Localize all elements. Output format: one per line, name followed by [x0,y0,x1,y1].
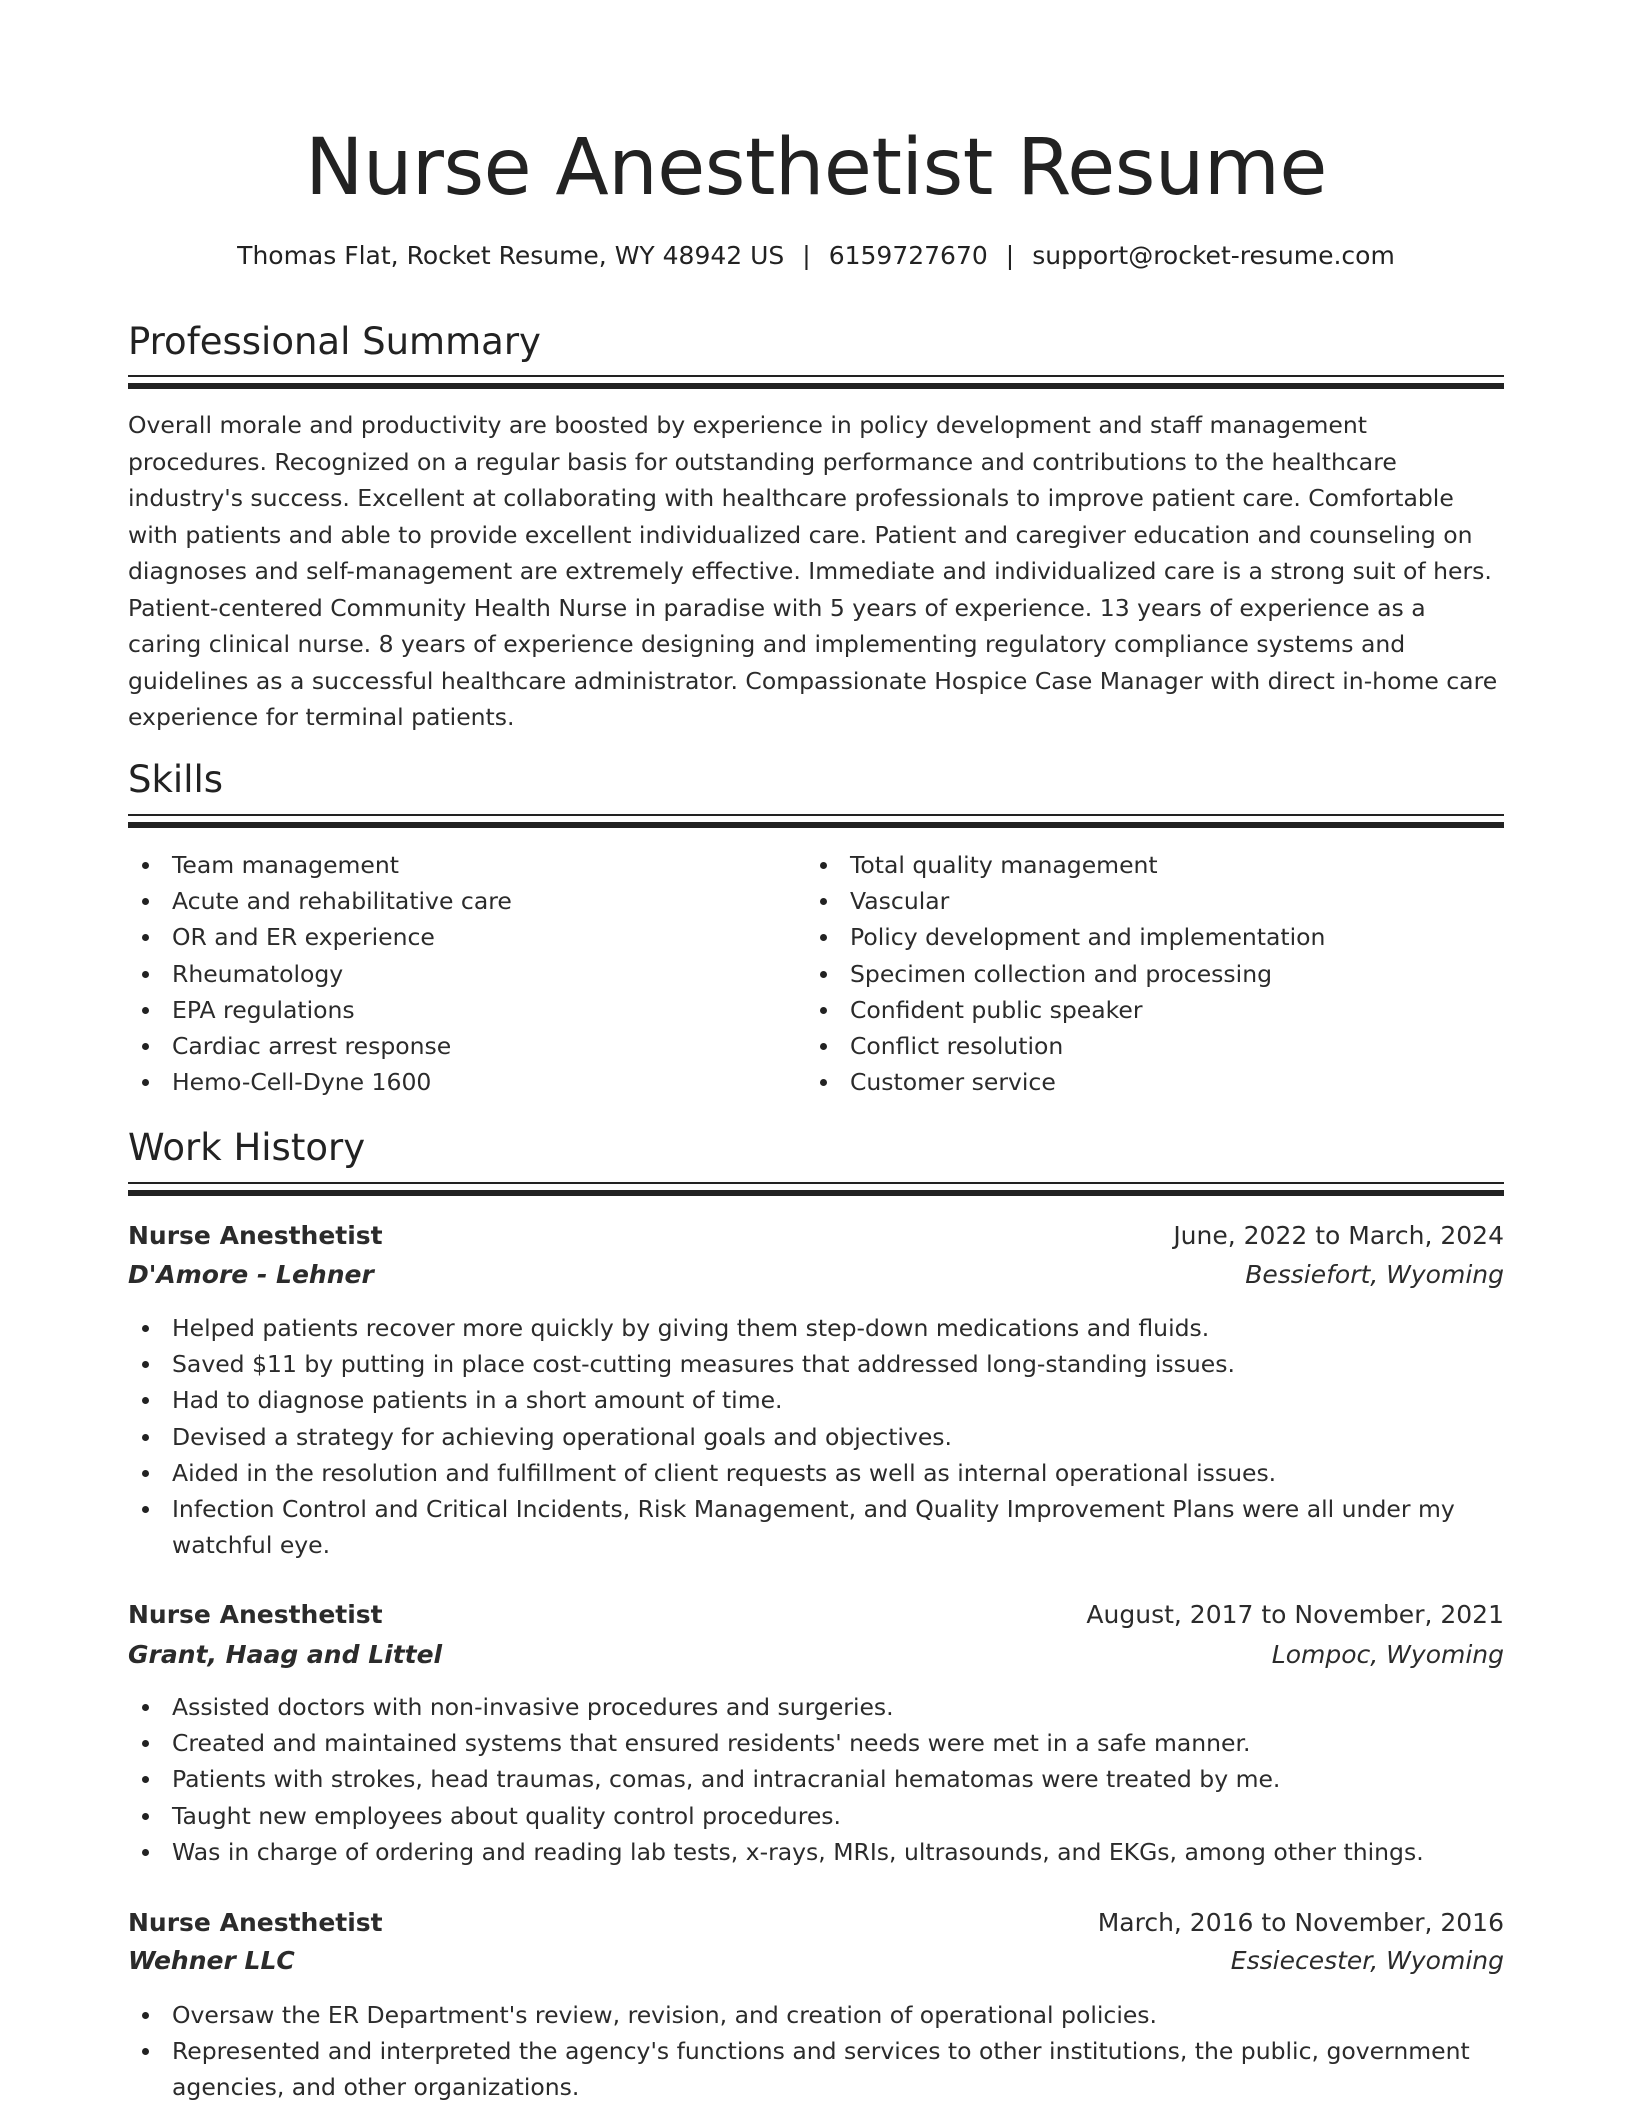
skill-item: Hemo-Cell-Dyne 1600 [128,1064,788,1100]
job-header [128,1596,1504,1634]
job-bullet-list [128,1689,1504,1870]
job-company: D'Amore - Lehner [128,1260,374,1289]
job-dates: March, 2016 to November, 2016 [1097,1908,1504,1937]
job-bullet: Devised a strategy for achieving operational goals and objectives. [128,1419,1504,1455]
job-bullet: Infection Control and Critical Incidents, Risk Management, and Quality Improvement Plans were all under my watchful eye. [128,1491,1504,1563]
job-location: Bessiefort, Wyoming [1245,1260,1504,1289]
job-company: Grant, Haag and Littel [128,1640,443,1669]
skill-item: Conflict resolution [806,1028,1466,1064]
contact-separator: | [802,241,811,270]
section-divider [128,375,1504,389]
skills-heading: Skills [128,758,224,801]
work-heading: Work History [128,1126,366,1169]
job-bullet: Represented and interpreted the agency's functions and services to other institutions, the public, government agencies, and other organizations. [128,2033,1504,2105]
job-bullet: Was in charge of ordering and reading lab tests, x-rays, MRIs, ultrasounds, and EKGs, among other things. [128,1834,1504,1870]
skill-item: Total quality management [806,847,1466,883]
summary-text: Overall morale and productivity are boosted by experience in policy development and staff management procedures. Recognized on a regular basis for outstanding performance and contributions to the healthcare industry's success. Excellent at collaborating with healthcare professionals to improve patient care. Comfortable with patients and able to provide excellent individualized care. Patient and caregiver education and counseling on diagnoses and self-management are extremely effective. Immediate and individualized care is a strong suit of hers. Patient-centered Community Health Nurse in paradise with 5 years of experience. 13 years of experience as a caring clinical nurse. 8 years of experience designing and implementing regulatory compliance systems and guidelines as a successful healthcare administrator. Compassionate Hospice Case Manager with direct in-home care experience for terminal patients. [128,411,1498,731]
skill-item: Specimen collection and processing [806,956,1466,992]
job-bullet-list [128,1997,1504,2106]
skill-item: Cardiac arrest response [128,1028,788,1064]
job-bullet: Helped patients recover more quickly by giving them step-down medications and fluids. [128,1310,1504,1346]
job-bullet: Created and maintained systems that ensured residents' needs were met in a safe manner. [128,1725,1504,1761]
job-subheader [128,1942,1504,1980]
summary-heading: Professional Summary [128,320,541,363]
skills-list [806,847,1466,1100]
skill-item: OR and ER experience [128,919,788,955]
job-location: Essiecester, Wyoming [1230,1946,1504,1975]
job-header [128,1217,1504,1255]
skills-left-column [128,847,788,1100]
job-title: Nurse Anesthetist [128,1600,383,1629]
skill-item: Confident public speaker [806,992,1466,1028]
skill-item: Customer service [806,1064,1466,1100]
job-bullet: Aided in the resolution and fulfillment of client requests as well as internal operational issues. [128,1455,1504,1491]
contact-line [128,238,1504,274]
resume-title: Nurse Anesthetist Resume [305,123,1327,213]
job-title: Nurse Anesthetist [128,1908,383,1937]
job-responsibilities [128,1310,1504,1563]
job-bullet: Assisted doctors with non-invasive procedures and surgeries. [128,1689,1504,1725]
job-subheader [128,1256,1504,1294]
job-dates: June, 2022 to March, 2024 [1173,1221,1504,1250]
job-title: Nurse Anesthetist [128,1221,383,1250]
section-divider [128,1182,1504,1196]
skills-right-column [806,847,1466,1100]
job-bullet-list [128,1310,1504,1563]
skills-list [128,847,788,1100]
job-header [128,1904,1504,1942]
contact-address: Thomas Flat, Rocket Resume, WY 48942 US [237,241,785,270]
job-location: Lompoc, Wyoming [1271,1640,1504,1669]
job-bullet: Had to diagnose patients in a short amount of time. [128,1382,1504,1418]
contact-phone: 6159727670 [828,241,988,270]
skill-item: Acute and rehabilitative care [128,883,788,919]
job-responsibilities [128,1997,1504,2106]
job-bullet: Patients with strokes, head traumas, comas, and intracranial hematomas were treated by me. [128,1761,1504,1797]
skill-item: EPA regulations [128,992,788,1028]
job-bullet: Oversaw the ER Department's review, revision, and creation of operational policies. [128,1997,1504,2033]
job-company: Wehner LLC [128,1946,295,1975]
contact-email: support@rocket-resume.com [1032,241,1395,270]
job-dates: August, 2017 to November, 2021 [1086,1600,1504,1629]
contact-separator: | [1005,241,1015,270]
job-bullet: Taught new employees about quality control procedures. [128,1798,1504,1834]
job-subheader [128,1636,1504,1674]
section-divider [128,814,1504,828]
skill-item: Vascular [806,883,1466,919]
skill-item: Rheumatology [128,956,788,992]
job-bullet: Saved $11 by putting in place cost-cutting measures that addressed long-standing issues. [128,1346,1504,1382]
job-responsibilities [128,1689,1504,1870]
skill-item: Team management [128,847,788,883]
skill-item: Policy development and implementation [806,919,1466,955]
